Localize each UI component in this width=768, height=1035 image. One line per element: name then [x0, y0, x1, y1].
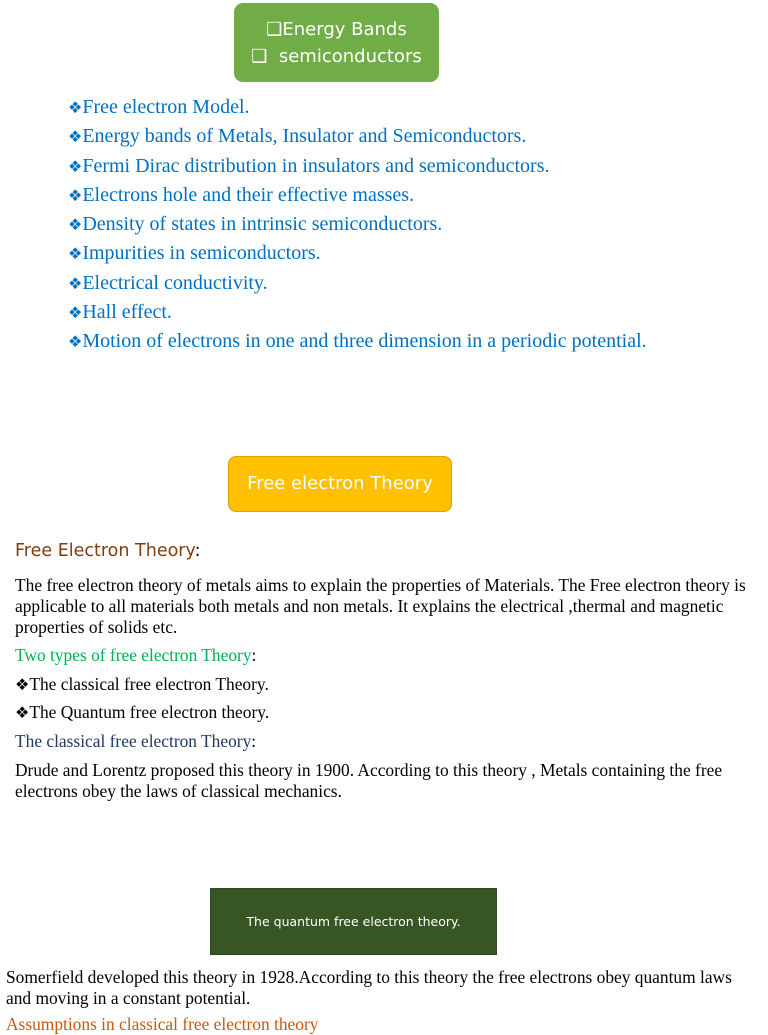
- semiconductors-label: semiconductors: [278, 46, 422, 67]
- diamond-bullet-icon: ❖: [68, 127, 83, 147]
- classical-heading: The classical free electron Theory:: [15, 731, 257, 751]
- checkbox-icon: ❑: [251, 46, 268, 67]
- quantum-theory-label: The quantum free electron theory.: [246, 914, 461, 929]
- list-item: ❖Hall effect.: [68, 301, 172, 324]
- diamond-bullet-icon: ❖: [68, 215, 83, 235]
- list-item: ❖Impurities in semiconductors.: [68, 242, 321, 265]
- diamond-bullet-icon: ❖: [68, 156, 83, 176]
- diamond-bullet-icon: ❖: [68, 273, 83, 293]
- list-item: ❖Fermi Dirac distribution in insulators and semiconductors.: [68, 154, 550, 177]
- classical-paragraph: Drude and Lorentz proposed this theory in 1900. According to this theory , Metals containing the free electrons obey the laws of classical mechanics.: [15, 760, 723, 801]
- quantum-paragraph: Somerfield developed this theory in 1928.According to this theory the free electrons obey quantum laws and moving in a constant potential.: [6, 967, 732, 1008]
- diamond-bullet-icon: ❖: [15, 675, 30, 694]
- semiconductors-line: [234, 43, 439, 70]
- topic-list: [68, 93, 647, 357]
- diamond-bullet-icon: ❖: [15, 703, 30, 722]
- energy-bands-line: [234, 16, 439, 43]
- list-item: ❖Density of states in intrinsic semiconductors.: [68, 213, 443, 236]
- diamond-bullet-icon: ❖: [68, 244, 83, 264]
- list-item: ❖The classical free electron Theory.: [15, 674, 269, 694]
- diamond-bullet-icon: ❖: [68, 98, 83, 117]
- checkbox-icon: ❑: [266, 19, 283, 40]
- quantum-theory-box: [210, 888, 497, 955]
- list-item: ❖Electrical conductivity.: [68, 271, 268, 294]
- section-heading: Free Electron Theory:: [15, 541, 201, 561]
- diamond-bullet-icon: ❖: [68, 303, 83, 323]
- list-item: ❖Motion of electrons in one and three dimension in a periodic potential.: [68, 330, 647, 353]
- diamond-bullet-icon: ❖: [68, 185, 83, 205]
- free-electron-theory-label: Free electron Theory: [247, 473, 433, 494]
- list-item: ❖The Quantum free electron theory.: [15, 702, 270, 722]
- list-item: ❖Energy bands of Metals, Insulator and Semiconductors.: [68, 125, 527, 148]
- energy-bands-label: Energy Bands: [282, 19, 407, 40]
- intro-paragraph: The free electron theory of metals aims to explain the properties of Materials. The Free electron theory is applicable to all materials both metals and non metals. It explains the electrical ,thermal and magnetic properties of solids etc.: [15, 575, 746, 637]
- diamond-bullet-icon: ❖: [68, 332, 83, 352]
- free-electron-theory-box: [228, 456, 452, 512]
- list-item: ❖Electrons hole and their effective masses.: [68, 183, 415, 206]
- energy-bands-box: [234, 3, 439, 82]
- types-heading: Two types of free electron Theory:: [15, 645, 257, 665]
- list-item: ❖Free electron Model.: [68, 96, 250, 118]
- assumptions-heading: Assumptions in classical free electron theory: [6, 1014, 319, 1034]
